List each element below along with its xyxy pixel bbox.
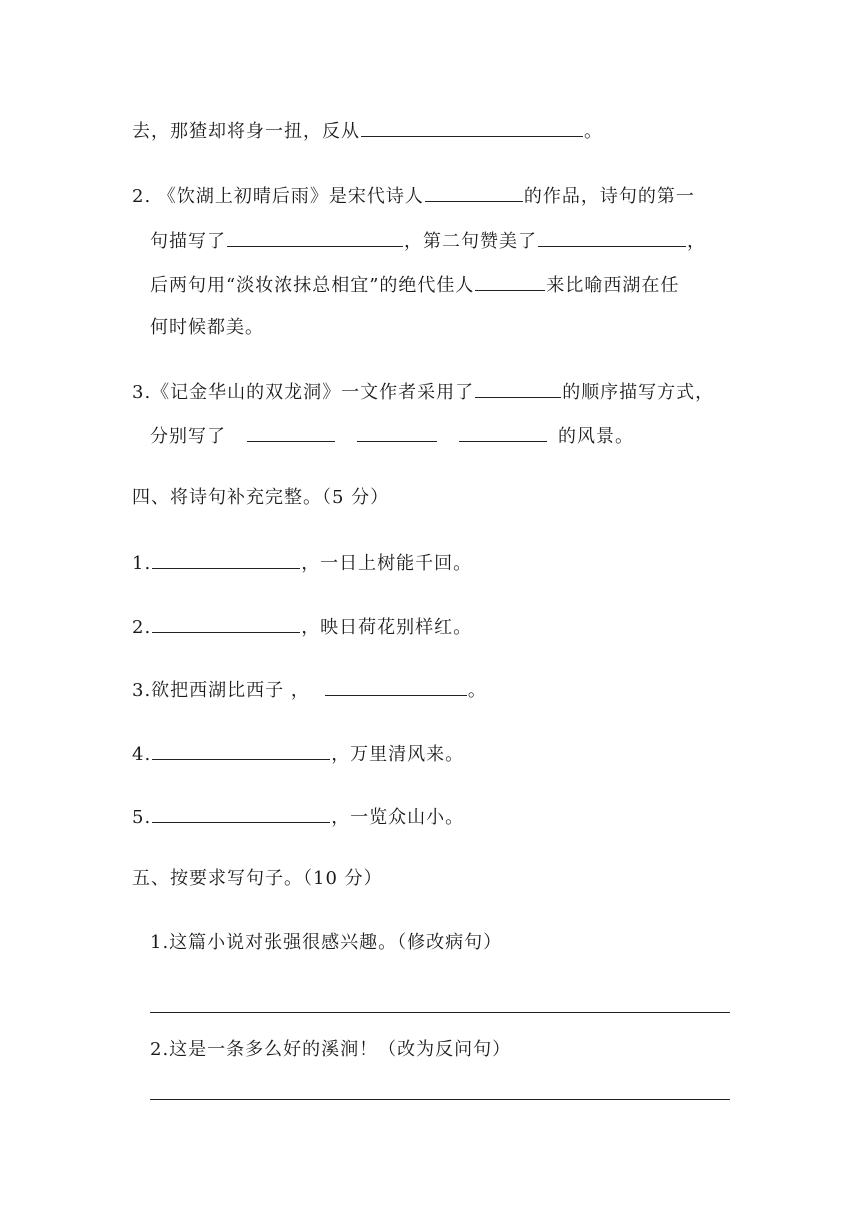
question-2-line-4: 何时候都美。	[150, 317, 264, 338]
answer-blank[interactable]	[152, 550, 300, 569]
answer-blank[interactable]	[538, 228, 686, 247]
answer-blank[interactable]	[475, 379, 561, 398]
answer-blank[interactable]	[425, 183, 523, 202]
question-2-line-2: 句描写了 ，第二句赞美了 ，	[150, 228, 706, 254]
rewrite-question-2: 2.这是一条多么好的溪涧！（改为反问句）	[150, 1039, 512, 1060]
answer-blank[interactable]	[152, 741, 330, 760]
answer-blank[interactable]	[325, 677, 467, 696]
answer-blank[interactable]	[475, 272, 545, 291]
poem-line-2: 2. ，映日荷花别样红。	[132, 614, 472, 640]
answer-line[interactable]	[150, 1099, 730, 1100]
poem-line-1: 1. ，一日上树能千回。	[132, 550, 472, 576]
rewrite-question-1: 1.这篇小说对张强很感兴趣。（修改病句）	[150, 932, 503, 953]
section-5-heading: 五、按要求写句子。（10 分）	[132, 868, 383, 889]
question-3-line-2: 分别写了 的风景。	[150, 423, 634, 449]
section-4-heading: 四、将诗句补充完整。（5 分）	[132, 487, 390, 508]
answer-blank[interactable]	[361, 118, 583, 137]
continuation-line: 去，那猹却将身一扭，反从 。	[132, 118, 603, 144]
answer-blank[interactable]	[357, 423, 437, 442]
poem-line-4: 4. ，万里清风来。	[132, 741, 464, 767]
question-3-line-1: 3.《记金华山的双龙洞》一文作者采用了 的顺序描写方式，	[132, 379, 714, 405]
answer-blank[interactable]	[152, 614, 300, 633]
question-2-line-1: 2. 《饮湖上初晴后雨》是宋代诗人 的作品，诗句的第一	[132, 183, 695, 209]
answer-blank[interactable]	[227, 228, 403, 247]
answer-line[interactable]	[150, 1012, 730, 1013]
answer-blank[interactable]	[152, 804, 330, 823]
question-2-line-3: 后两句用“淡妆浓抹总相宜”的绝代佳人 来比喻西湖在任	[150, 272, 679, 298]
answer-blank[interactable]	[459, 423, 547, 442]
poem-line-5: 5. ，一览众山小。	[132, 804, 464, 830]
poem-line-3: 3.欲把西湖比西子 ， 。	[132, 677, 487, 703]
answer-blank[interactable]	[247, 423, 335, 442]
